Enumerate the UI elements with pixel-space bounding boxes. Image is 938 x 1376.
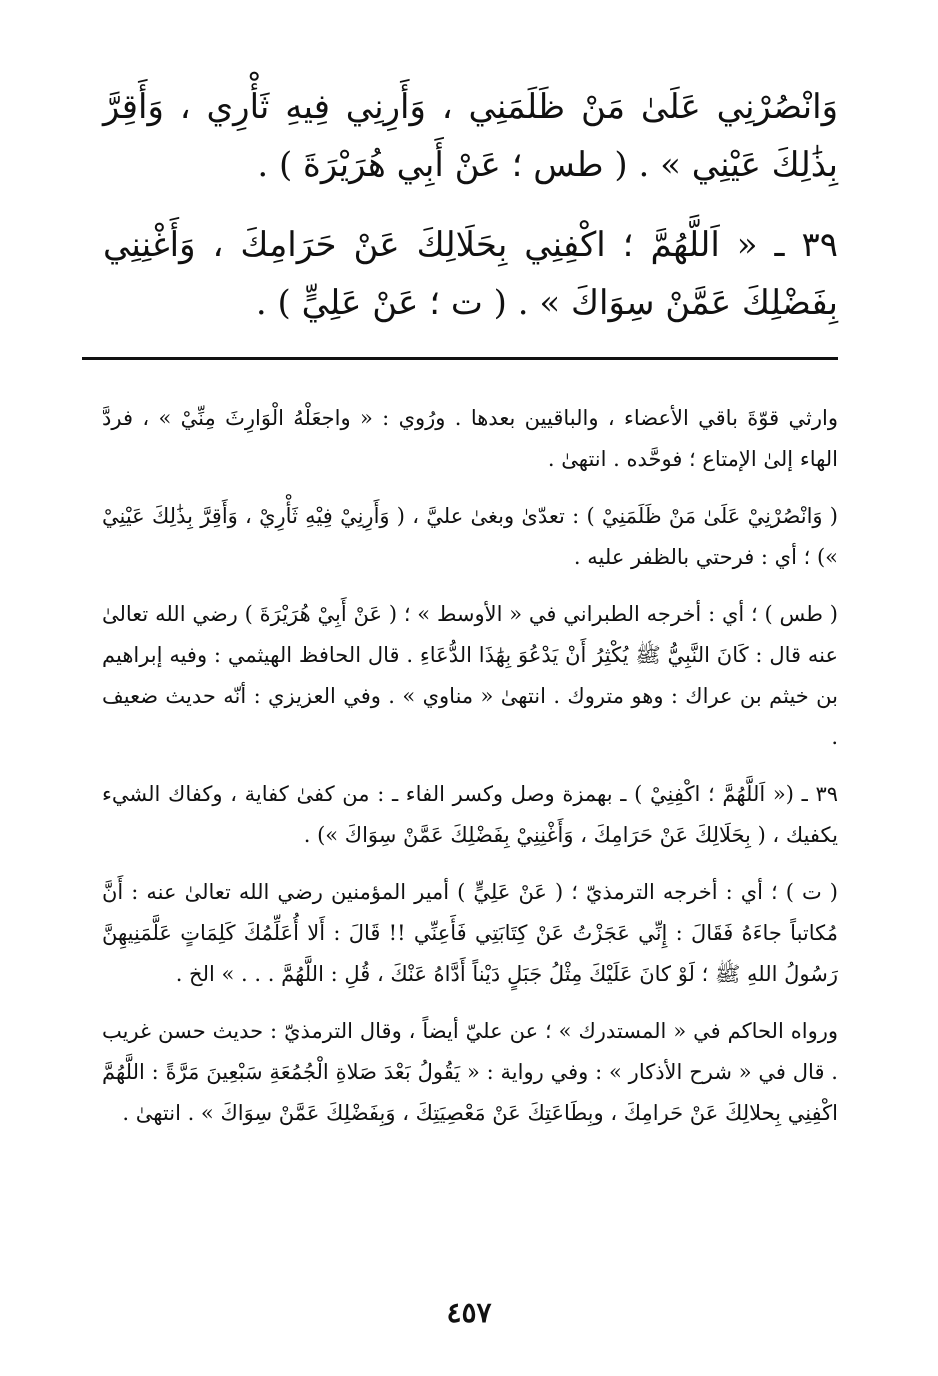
note-paragraph: وارثي قوّةَ باقي الأعضاء ، والباقيين بعدها . ورُوي : « واجعَلْهُ الْوَارِثَ مِنِّيْ » ، فردَّ الهاء إلىٰ الإمتاع ؛ فوحَّده . انتهىٰ . xyxy=(102,406,838,471)
commentary xyxy=(102,398,838,1142)
note-paragraph: ( طس ) ؛ أي : أخرجه الطبراني في « الأوسط » ؛ ( عَنْ أَبِيْ هُرَيْرَةَ ) رضي الله تعالىٰ عنه قال : كَانَ النَّبِيُّ ﷺ يُكْثِرُ أَنْ يَدْعُوَ بِهَٰذَا الدُّعَاءِ . قال الحافظ الهيثمي : وفيه إبراهيم بن خيثم بن عراك : وهو متروك . انتهىٰ « مناوي » . وفي العزيزي : أنّه حديث ضعيف . xyxy=(102,602,838,749)
footnote-divider xyxy=(82,357,838,360)
hadith-continuation: وَانْصُرْنِي عَلَىٰ مَنْ ظَلَمَنِي ، وَأَرِنِي فِيهِ ثَأْرِي ، وَأَقِرَّ بِذَٰلِكَ عَيْنِي » . ( طس ؛ عَنْ أَبِي هُرَيْرَةَ ) . xyxy=(103,87,838,185)
hadith-39: ٣٩ ـ « اَللَّهُمَّ ؛ اكْفِنِي بِحَلَالِكَ عَنْ حَرَامِكَ ، وَأَغْنِنِي بِفَضْلِكَ عَمَّنْ سِوَاكَ » . ( ت ؛ عَنْ عَلِيٍّ ) . xyxy=(103,225,838,323)
note-paragraph: ورواه الحاكم في « المستدرك » ؛ عن عليّ أيضاً ، وقال الترمذيّ : حديث حسن غريب . قال في « شرح الأذكار » : وفي رواية : « يَقُولُ بَعْدَ صَلاةِ الْجُمُعَةِ سَبْعِينَ مَرَّةً : اللَّهُمَّ اكْفِنِي بِحلالِكَ عَنْ حَرامِكَ ، وبِطَاعَتِكَ عَنْ مَعْصِيَتِكَ ، وَبِفَضْلِكَ عَمَّنْ سِوَاكَ » . انتهىٰ . xyxy=(102,1019,838,1125)
note-paragraph: ( وَانْصُرْنِيْ عَلَىٰ مَنْ ظَلَمَنِيْ ) : تعدّىٰ وبغىٰ عليَّ ، ( وَأَرِنِيْ فِيْهِ ثَأْرِيْ ، وَأَقِرَّ بِذَٰلِكَ عَيْنِيْ ») ؛ أي : فرحتي بالظفر عليه . xyxy=(102,504,838,569)
note-paragraph: ٣٩ ـ (« اَللَّهُمَّ ؛ اكْفِنِيْ ) ـ بهمزة وصل وكسر الفاء ـ : من كفىٰ كفاية ، وكفاك الشيء يكفيك ، ( بِحَلَالِكَ عَنْ حَرَامِكَ ، وَأَغْنِنِيْ بِفَضْلِكَ عَمَّنْ سِوَاكَ ») . xyxy=(102,782,838,847)
note-paragraph: ( ت ) ؛ أي : أخرجه الترمذيّ ؛ ( عَنْ عَلِيٍّ ) أمير المؤمنين رضي الله تعالىٰ عنه : أَنَّ مُكاتباً جاءَهُ فَقَالَ : إِنِّي عَجَزْتُ عَنْ كِتَابَتِي فَأَعِنِّي !! قَالَ : أَلا أُعَلِّمُكَ كَلِمَاتٍ عَلَّمَنِيهِنَّ رَسُولُ اللهِ ﷺ ؛ لَوْ كانَ عَلَيْكَ مِثْلُ جَبَلٍ دَيْناً أَدَّاهُ عَنْكَ ، قُلِ : اللَّهُمَّ . . . » الخ . xyxy=(102,880,838,986)
main-text xyxy=(103,78,838,346)
page-number: ٤٥٧ xyxy=(446,1296,492,1329)
